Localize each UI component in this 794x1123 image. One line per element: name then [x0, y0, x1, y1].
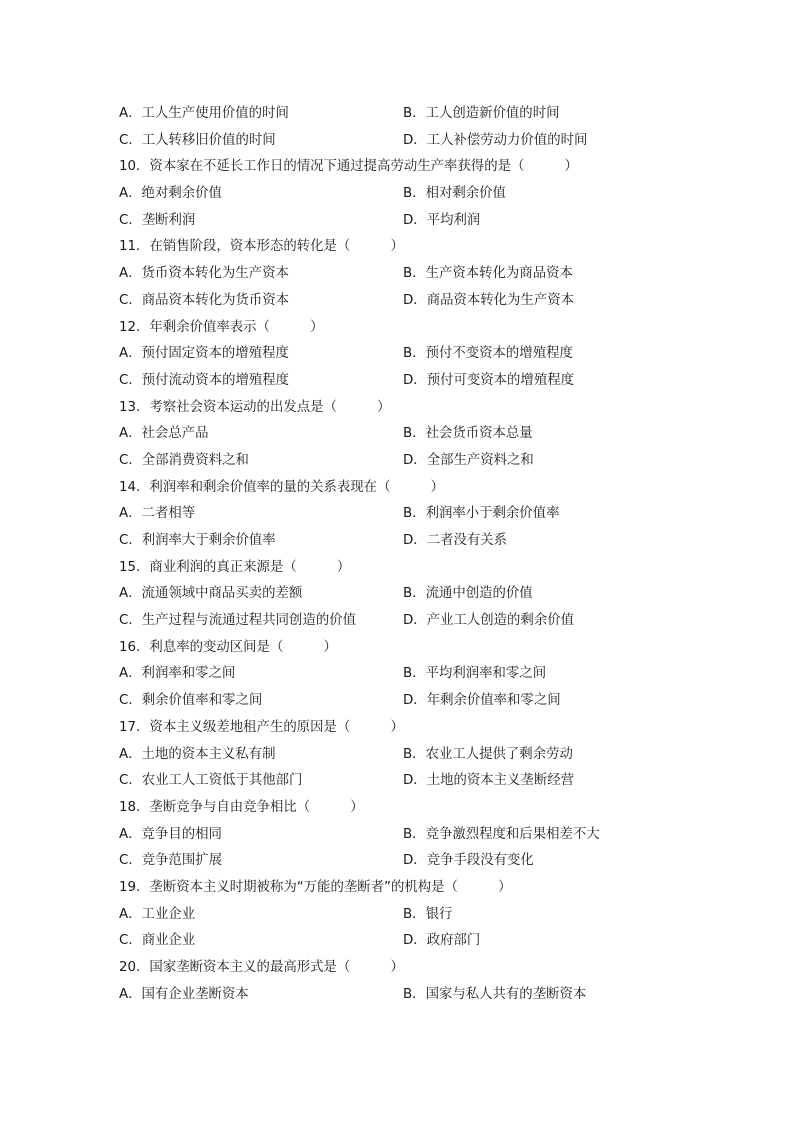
option-row	[119, 902, 639, 929]
option-left: C．利润率大于剩余价值率	[119, 533, 276, 548]
option-left: C．全部消费资料之和	[119, 452, 249, 468]
option-right: D．产业工人创造的剩余价值	[403, 613, 574, 629]
option-row	[119, 661, 639, 688]
option-row	[119, 581, 639, 608]
question-stem: 11．在销售阶段，资本形态的转化是（ ）	[119, 239, 404, 255]
option-left: A．工业企业	[119, 906, 196, 922]
option-right: B．银行	[403, 906, 453, 922]
option-left: A．国有企业垄断资本	[119, 986, 249, 1002]
question-stem: 18．垄断竞争与自由竞争相比（ ）	[119, 799, 364, 815]
option-left: A．预付固定资本的增殖程度	[119, 346, 289, 362]
option-row	[119, 501, 639, 528]
option-right: B．预付不变资本的增殖程度	[403, 346, 573, 362]
option-right: B．工人创造新价值的时间	[403, 106, 560, 121]
question-stem: 16．利息率的变动区间是（ ）	[119, 639, 337, 655]
option-right: D．年剩余价值率和零之间	[403, 693, 561, 709]
option-right: B．生产资本转化为商品资本	[403, 266, 573, 282]
option-right: B．社会货币资本总量	[403, 426, 533, 442]
option-left: C．商品资本转化为货币资本	[119, 292, 290, 308]
option-right: D．商品资本转化为生产资本	[403, 292, 574, 308]
option-right: D．二者没有关系	[403, 533, 508, 548]
option-row	[119, 768, 639, 795]
option-row	[119, 528, 639, 555]
option-right: B．相对剩余价值	[403, 186, 506, 202]
question-list	[119, 101, 639, 1008]
option-row	[119, 208, 639, 235]
option-row	[119, 181, 639, 208]
option-row	[119, 368, 639, 395]
option-right: B．农业工人提供了剩余劳动	[403, 746, 573, 762]
option-left: C．商业企业	[119, 933, 196, 949]
option-left: A．绝对剩余价值	[119, 186, 222, 202]
option-row	[119, 288, 639, 315]
option-right: D．平均利润	[403, 212, 481, 228]
question-stem: 12．年剩余价值率表示（ ）	[119, 319, 324, 335]
option-row	[119, 101, 639, 128]
option-left: A．社会总产品	[119, 426, 209, 442]
option-left: A．二者相等	[119, 506, 196, 522]
option-right: D．预付可变资本的增殖程度	[403, 372, 574, 388]
option-left: C．预付流动资本的增殖程度	[119, 372, 290, 388]
question-stem: 17．资本主义级差地租产生的原因是（ ）	[119, 719, 404, 735]
option-row	[119, 608, 639, 635]
option-row	[119, 421, 639, 448]
option-right: B．国家与私人共有的垄断资本	[403, 986, 587, 1002]
option-row	[119, 822, 639, 849]
option-right: B．竞争激烈程度和后果相差不大	[403, 826, 600, 842]
question-stem: 19．垄断资本主义时期被称为“万能的垄断者”的机构是（ ）	[119, 879, 512, 895]
option-right: D．土地的资本主义垄断经营	[403, 773, 574, 789]
option-left: A．利润率和零之间	[119, 666, 236, 682]
option-row	[119, 261, 639, 288]
question-stem: 20．国家垄断资本主义的最高形式是（ ）	[119, 960, 404, 975]
option-right: D．全部生产资料之和	[403, 452, 534, 468]
question-stem: 14．利润率和剩余价值率的量的关系表现在（ ）	[119, 479, 445, 495]
option-row	[119, 128, 639, 155]
option-left: A．货币资本转化为生产资本	[119, 266, 289, 282]
question-stem: 10．资本家在不延长工作日的情况下通过提高劳动生产率获得的是（ ）	[119, 159, 578, 175]
option-right: B．利润率小于剩余价值率	[403, 506, 560, 522]
option-left: A．工人生产使用价值的时间	[119, 106, 289, 121]
option-row	[119, 341, 639, 368]
option-left: C．工人转移旧价值的时间	[119, 132, 276, 148]
option-right: B．平均利润率和零之间	[403, 666, 547, 682]
option-left: C．生产过程与流通过程共同创造的价值	[119, 613, 356, 629]
option-left: C．农业工人工资低于其他部门	[119, 773, 303, 789]
option-row	[119, 448, 639, 475]
option-left: A．竞争目的相同	[119, 826, 222, 842]
question-stem: 13．考察社会资本运动的出发点是（ ）	[119, 399, 391, 415]
option-right: B．流通中创造的价值	[403, 586, 533, 602]
option-row	[119, 848, 639, 875]
option-row	[119, 688, 639, 715]
option-row	[119, 928, 639, 955]
option-left: C．剩余价值率和零之间	[119, 693, 263, 709]
option-left: C．竞争范围扩展	[119, 853, 223, 869]
option-left: A．流通领域中商品买卖的差额	[119, 586, 303, 602]
option-row	[119, 982, 639, 1009]
option-left: A．土地的资本主义私有制	[119, 746, 276, 762]
option-right: D．政府部门	[403, 933, 481, 949]
option-right: D．竞争手段没有变化	[403, 853, 534, 869]
question-stem: 15．商业利润的真正来源是（ ）	[119, 559, 351, 575]
option-right: D．工人补偿劳动力价值的时间	[403, 132, 588, 148]
option-row	[119, 742, 639, 769]
option-left: C．垄断利润	[119, 212, 196, 228]
